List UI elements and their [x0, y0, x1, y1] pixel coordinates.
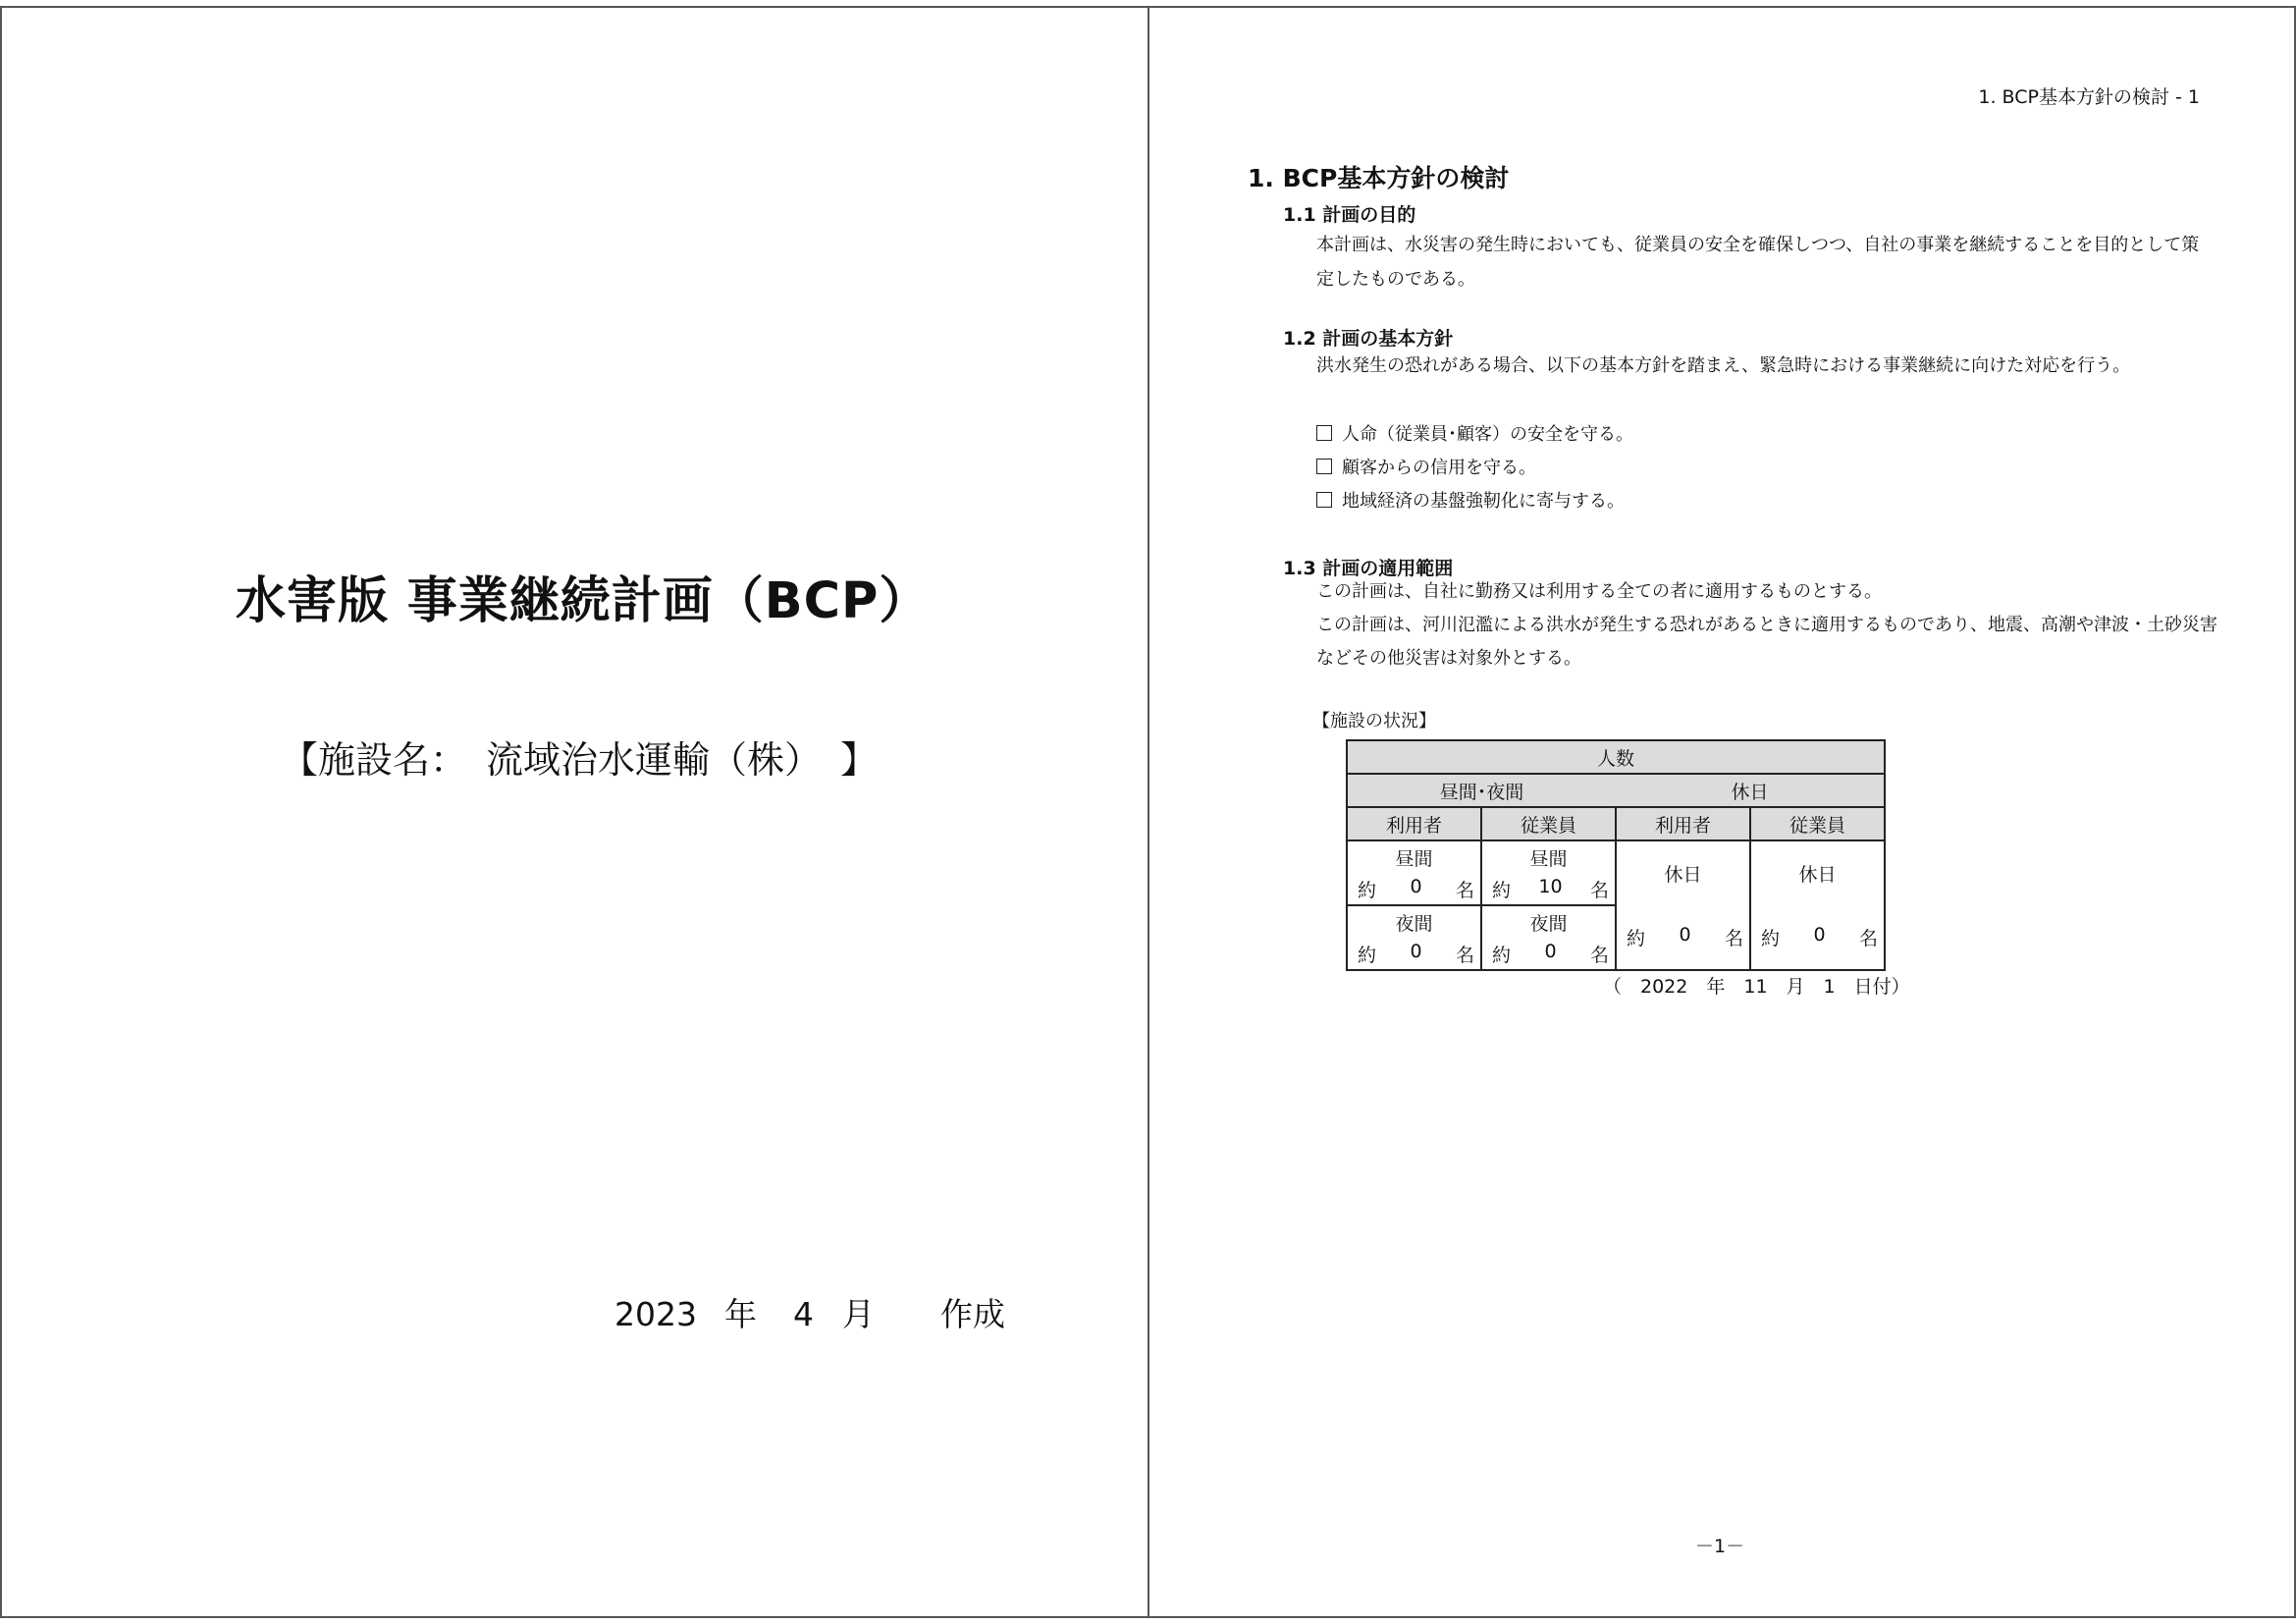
created-year-unit: 年: [724, 1295, 757, 1333]
created-month-unit: 月: [842, 1295, 875, 1333]
users-holiday-count: [1616, 905, 1750, 970]
users-night-value: 0: [1410, 940, 1422, 962]
col-staff-holiday: 従業員: [1750, 807, 1885, 840]
policy-text: 洪水発生の恐れがある場合、以下の基本方針を踏まえ、緊急時における事業継続に向けた対応を行う。: [1316, 355, 2131, 376]
users-day-label: 昼間: [1347, 840, 1481, 873]
checklist-item-label: 人命（従業員･顧客）の安全を守る。: [1342, 424, 1633, 445]
users-night-label: 夜間: [1347, 905, 1481, 938]
created-year: 2023: [614, 1295, 697, 1333]
col-users-holiday: 利用者: [1616, 807, 1750, 840]
staff-night-count: [1481, 938, 1616, 970]
checkbox-icon: [1316, 492, 1332, 508]
approx-label: 約: [1627, 928, 1646, 949]
created-month: 4: [793, 1295, 814, 1333]
unit-label: 名: [1858, 928, 1878, 949]
staff-holiday-count: [1750, 905, 1885, 970]
approx-label: 約: [1358, 944, 1377, 966]
unit-label: 名: [1455, 879, 1474, 901]
group-holiday: 休日: [1616, 774, 1885, 807]
checklist-item: [1316, 454, 1536, 479]
users-holiday-label: 休日: [1616, 840, 1750, 905]
subsection-heading-policy: 1.2 計画の基本方針: [1283, 328, 1454, 350]
cover-title: 水害版 事業継続計画（BCP）: [236, 572, 931, 630]
users-day-count: [1347, 873, 1481, 905]
users-holiday-value: 0: [1679, 924, 1691, 946]
content-page: [1148, 6, 2296, 1618]
col-staff: 従業員: [1481, 807, 1616, 840]
group-day-night: 昼間･夜間: [1347, 774, 1616, 807]
users-night-count: [1347, 938, 1481, 970]
subsection-heading-purpose: 1.1 計画の目的: [1283, 204, 1416, 226]
purpose-line: 定したものである。: [1316, 269, 1475, 290]
scope-line: この計画は、自社に勤務又は利用する全ての者に適用するものとする。: [1316, 581, 1882, 602]
checkbox-icon: [1316, 425, 1332, 441]
checkbox-icon: [1316, 459, 1332, 474]
created-date: [614, 1289, 1005, 1335]
facility-name: 【施設名： 流域治水運輸（株） 】: [281, 738, 879, 782]
staff-holiday-value: 0: [1813, 924, 1826, 946]
scope-line: この計画は、河川氾濫による洪水が発生する恐れがあるときに適用するものであり、地震、高潮や津波・土砂災害: [1316, 615, 2217, 635]
checklist-item-label: 地域経済の基盤強靭化に寄与する。: [1342, 491, 1625, 512]
staff-day-value: 10: [1538, 875, 1563, 897]
staff-holiday-label: 休日: [1750, 840, 1885, 905]
approx-label: 約: [1761, 928, 1781, 949]
section-heading: 1. BCP基本方針の検討: [1248, 164, 1510, 192]
staff-count-table: [1346, 739, 1886, 971]
users-day-value: 0: [1410, 875, 1422, 897]
table-date-note: （ 2022 年 11 月 1 日付）: [1603, 976, 1910, 998]
scope-line: などその他災害は対象外とする。: [1316, 648, 1581, 669]
staff-night-label: 夜間: [1481, 905, 1616, 938]
page-number: －1－: [1695, 1536, 1745, 1557]
unit-label: 名: [1589, 879, 1609, 901]
staff-day-count: [1481, 873, 1616, 905]
table-header: 人数: [1347, 740, 1885, 774]
subsection-heading-scope: 1.3 計画の適用範囲: [1283, 558, 1454, 579]
cover-page: [0, 6, 1150, 1618]
purpose-line: 本計画は、水災害の発生時においても、従業員の安全を確保しつつ、自社の事業を継続することを目的として策: [1316, 235, 2200, 255]
table-caption: 【施設の状況】: [1312, 711, 1436, 731]
staff-night-value: 0: [1544, 940, 1557, 962]
scope-text: [1316, 577, 2217, 674]
unit-label: 名: [1455, 944, 1474, 966]
checklist-item: [1316, 487, 1625, 513]
purpose-text: [1316, 228, 2199, 297]
approx-label: 約: [1358, 879, 1377, 901]
staff-day-label: 昼間: [1481, 840, 1616, 873]
running-header: 1. BCP基本方針の検討 - 1: [1978, 86, 2200, 108]
unit-label: 名: [1589, 944, 1609, 966]
unit-label: 名: [1724, 928, 1743, 949]
approx-label: 約: [1492, 879, 1512, 901]
checklist-item-label: 顧客からの信用を守る。: [1342, 458, 1536, 478]
col-users: 利用者: [1347, 807, 1481, 840]
checklist-item: [1316, 420, 1633, 446]
created-label: 作成: [940, 1295, 1005, 1333]
approx-label: 約: [1492, 944, 1512, 966]
